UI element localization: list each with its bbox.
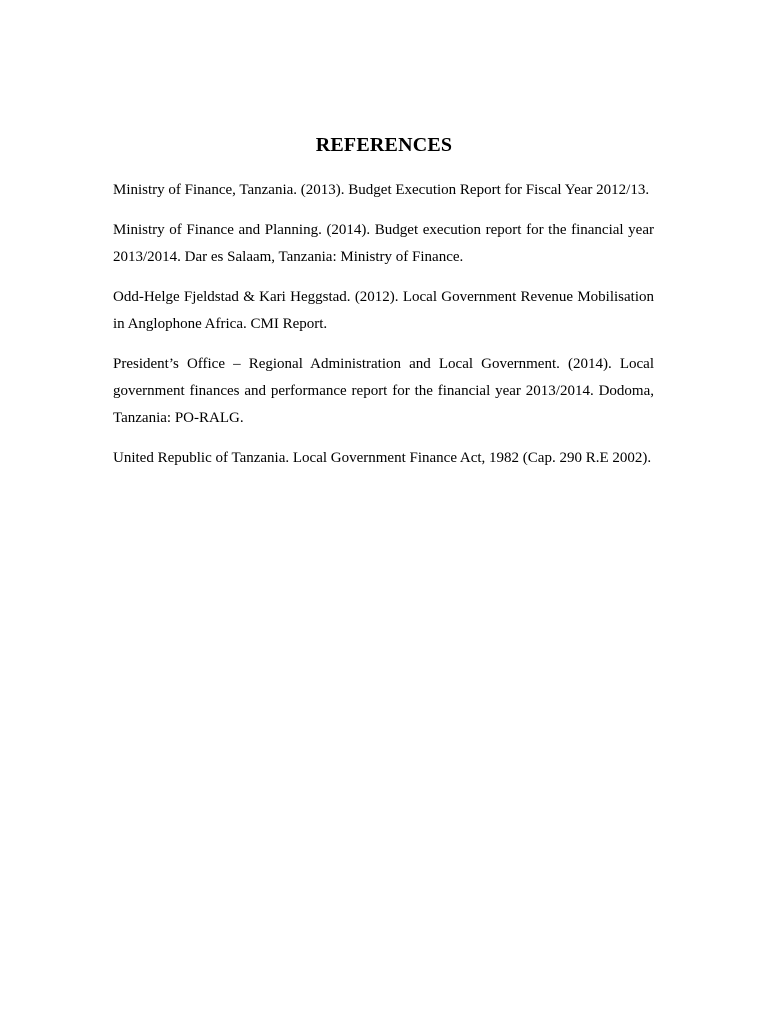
reference-item: Ministry of Finance, Tanzania. (2013). Budget Execution Report for Fiscal Year 2012/13. [113,182,650,198]
page-title: REFERENCES [315,134,453,156]
reference-list [113,177,654,485]
reference-item: President’s Office – Regional Administration and Local Government. (2014). Local government finances and performance report for the financial year 2013/2014. Dodoma, Tanzania: PO-RALG. [113,356,654,426]
reference-item: United Republic of Tanzania. Local Government Finance Act, 1982 (Cap. 290 R.E 2002). [113,450,652,466]
reference-item: Odd-Helge Fjeldstad & Kari Heggstad. (2012). Local Government Revenue Mobilisation in Anglophone Africa. CMI Report. [113,289,654,332]
reference-item: Ministry of Finance and Planning. (2014). Budget execution report for the financial year 2013/2014. Dar es Salaam, Tanzania: Ministry of Finance. [113,222,654,265]
